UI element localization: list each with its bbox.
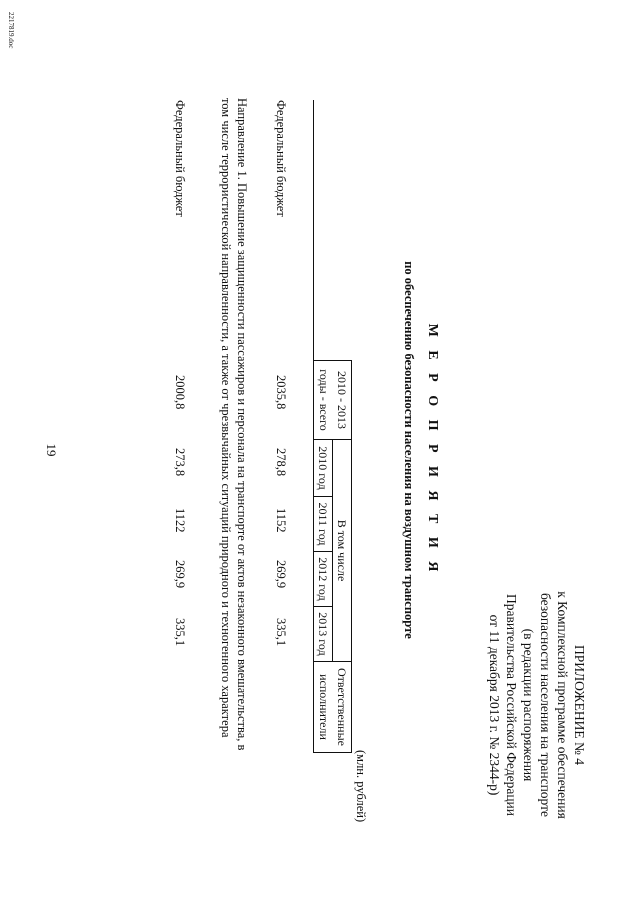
appendix-line: к Комплексной программе обеспечения (555, 591, 570, 819)
row-2013: 335,1 (274, 618, 288, 647)
unit-label: (млн. рублей) (354, 750, 368, 823)
header-year-2013: 2013 год (314, 607, 333, 662)
direction-line: том числе террористической направленности, а также от чрезвычайных ситуаций природного и техногенного характера (219, 98, 233, 738)
appendix-line: безопасности населения на транспорте (538, 592, 553, 818)
appendix-line: Правительства Российской Федерации (504, 594, 519, 816)
header-year-2011: 2011 год (314, 497, 333, 552)
header-executors-bottom: исполнители (314, 662, 333, 753)
heading-sub: по обеспечению безопасности населения на воздушном транспорте (402, 261, 416, 639)
header-year-2010: 2010 год (314, 440, 333, 497)
row-total: 2035,8 (274, 375, 288, 410)
row-2011: 1152 (274, 508, 288, 533)
direction-line: Направление 1. Повышение защищенности пассажиров и персонала на транспорте от актов незаконного вмешательства, в (235, 98, 249, 751)
document-heading (401, 170, 440, 730)
table-header (313, 100, 352, 753)
header-period-top: 2010 - 2013 (333, 361, 352, 440)
row-label: Федеральный бюджет (274, 100, 288, 217)
appendix-title: ПРИЛОЖЕНИЕ № 4 (572, 644, 587, 766)
row-2011: 1122 (173, 508, 187, 533)
row-2010: 278,8 (274, 448, 288, 477)
row-2012: 269,9 (274, 560, 288, 589)
header-spacer (314, 100, 352, 361)
appendix-line: (в редакции распоряжения (521, 628, 536, 782)
row-label: Федеральный бюджет (173, 100, 187, 217)
appendix-line: от 11 декабря 2013 г. № 2344-р) (487, 614, 502, 796)
row-total: 2000,8 (173, 375, 187, 410)
appendix-block (486, 545, 588, 865)
direction-text (218, 98, 250, 858)
row-2012: 269,9 (173, 560, 187, 589)
header-year-2012: 2012 год (314, 552, 333, 607)
header-period-bottom: годы - всего (314, 361, 333, 440)
header-including: В том числе (333, 440, 352, 662)
row-2013: 335,1 (173, 618, 187, 647)
page-number: 19 (44, 443, 59, 457)
header-executors-top: Ответственные (333, 662, 352, 753)
heading-main: М Е Р О П Р И Я Т И Я (425, 323, 440, 577)
row-2010: 273,8 (173, 448, 187, 477)
document-id: 2217819.doc (7, 12, 15, 49)
